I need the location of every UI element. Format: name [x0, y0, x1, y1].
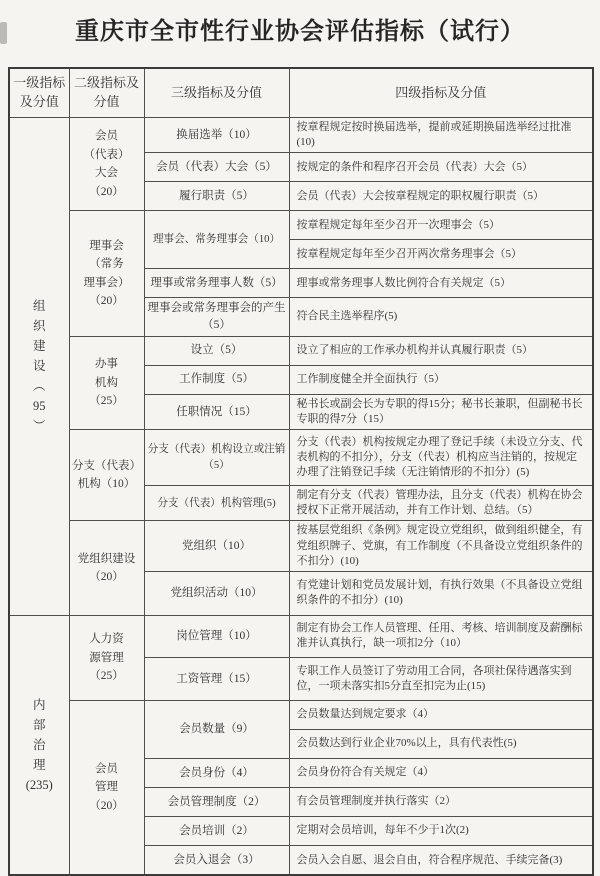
l3-cell: 岗位管理（10）: [144, 615, 289, 657]
table-row: [9, 521, 593, 572]
table-row: [9, 615, 593, 657]
table-row: [9, 211, 593, 240]
l3-cell: 会员管理制度（2）: [144, 787, 289, 816]
l4-cell: 工作制度健全并全面执行（5）: [289, 365, 593, 394]
header-level1: 一级指标及分值: [9, 68, 69, 118]
l3-cell: 换届选举（10）: [144, 118, 289, 153]
l3-cell: 设立（5）: [144, 336, 289, 365]
l3-cell: 理事会、常务理事会（10）: [144, 211, 289, 269]
l2-cell-council: 理事会 （常务 理事会） （20）: [69, 211, 144, 336]
l4-cell: 符合民主选举程序(5): [289, 298, 593, 336]
l4-cell: 按规定的条件和程序召开会员（代表）大会（5）: [289, 153, 593, 182]
l2-cell-member-assembly: 会员 （代表） 大会 （20）: [69, 118, 144, 211]
l4-cell: 会员入会自愿、退会自由，符合程序规范、手续完备(3): [289, 845, 593, 875]
l3-cell: 分支（代表）机构管理(5): [144, 486, 289, 521]
l4-cell: 有会员管理制度并执行落实（2）: [289, 787, 593, 816]
l3-cell: 分支（代表）机构设立或注销 （5）: [144, 430, 289, 486]
l3-cell: 任职情况（15）: [144, 394, 289, 429]
l4-cell: 理事或常务理事人数比例符合有关规定（5）: [289, 269, 593, 298]
l3-cell: 工资管理（15）: [144, 657, 289, 700]
table-row: [9, 336, 593, 365]
l1-cell-internal-governance: 内 部 治 理 (235): [9, 615, 69, 875]
l3-cell: 履行职责（5）: [144, 182, 289, 211]
scan-artifact: [0, 22, 7, 44]
l4-cell: 会员（代表）大会按章程规定的职权履行职责（5）: [289, 182, 593, 211]
table-row: [9, 118, 593, 153]
l4-cell: 按章程规定按时换届选举，提前或延期换届选举经过批准(10): [289, 118, 593, 153]
l1-cell-org-construction: 组 织 建 设 ︵ 95 ︶: [9, 118, 69, 616]
l4-cell: 会员身份符合有关规定（4）: [289, 758, 593, 787]
l4-cell: 设立了相应的工作承办机构并认真履行职责（5）: [289, 336, 593, 365]
l4-cell: 按章程规定每年至少召开两次常务理事会（5）: [289, 240, 593, 269]
l4-cell: 会员数达到行业企业70%以上，具有代表性(5): [289, 729, 593, 758]
l4-cell: 制定有分支（代表）管理办法，且分支（代表）机构在协会授权下正常开展活动，并有工作计划、总结。（5）: [289, 486, 593, 521]
l3-cell: 会员（代表）大会（5）: [144, 153, 289, 182]
l4-cell: 制定有协会工作人员管理、任用、考核、培训制度及薪酬标准并认真执行，缺一项扣2分（10）: [289, 615, 593, 657]
l3-cell: 党组织（10）: [144, 521, 289, 572]
l4-cell: 按基层党组织《条例》规定设立党组织，做到组织健全，有党组织牌子、党旗，有工作制度（不具备设立党组织条件的不扣分）(10): [289, 521, 593, 572]
l3-cell: 会员身份（4）: [144, 758, 289, 787]
l4-cell: 有党建计划和党员发展计划，有执行效果（不具备设立党组织条件的不扣分）(10): [289, 571, 593, 615]
l3-cell: 会员数量（9）: [144, 700, 289, 758]
l4-cell: 秘书长或副会长为专职的得15分；秘书长兼职，但副秘书长专职的得7分（15）: [289, 394, 593, 429]
evaluation-indicator-table: [8, 67, 594, 876]
l3-cell: 会员入退会（3）: [144, 845, 289, 875]
l3-cell: 工作制度（5）: [144, 365, 289, 394]
table-header-row: [9, 68, 593, 118]
header-level4: 四级指标及分值: [289, 68, 593, 118]
l2-cell-hr-management: 人力资 源管理 （25）: [69, 615, 144, 700]
l2-cell-party-building: 党组织建设 （20）: [69, 521, 144, 616]
l4-cell: 会员数量达到规定要求（4）: [289, 700, 593, 729]
header-level3: 三级指标及分值: [144, 68, 289, 118]
table-row: [9, 700, 593, 729]
l2-cell-office: 办事 机构 （25）: [69, 336, 144, 429]
l3-cell: 会员培训（2）: [144, 816, 289, 845]
header-level2: 二级指标及分值: [69, 68, 144, 118]
table-row: [9, 430, 593, 486]
l3-cell: 理事会或常务理事会的产生 （5）: [144, 298, 289, 336]
document-title: 重庆市全市性行业协会评估指标（试行）: [75, 19, 525, 45]
l3-cell: 理事或常务理事人数（5）: [144, 269, 289, 298]
l4-cell: 定期对会员培训，每年不少于1次(2): [289, 816, 593, 845]
l4-cell: 专职工作人员签订了劳动用工合同，各项社保待遇落实到位，一项未落实扣5分直至扣完为止(15): [289, 657, 593, 700]
l3-cell: 党组织活动（10）: [144, 571, 289, 615]
l4-cell: 分支（代表）机构按规定办理了登记手续（未设立分支、代表机构的不扣分），分支（代表）机构应当注销的，按规定办理了注销登记手续（无注销情形的不扣分）(5): [289, 430, 593, 486]
l2-cell-member-management: 会员 管理 （20）: [69, 700, 144, 875]
l4-cell: 按章程规定每年至少召开一次理事会（5）: [289, 211, 593, 240]
l2-cell-branch-org: 分支（代表） 机构（10）: [69, 430, 144, 521]
